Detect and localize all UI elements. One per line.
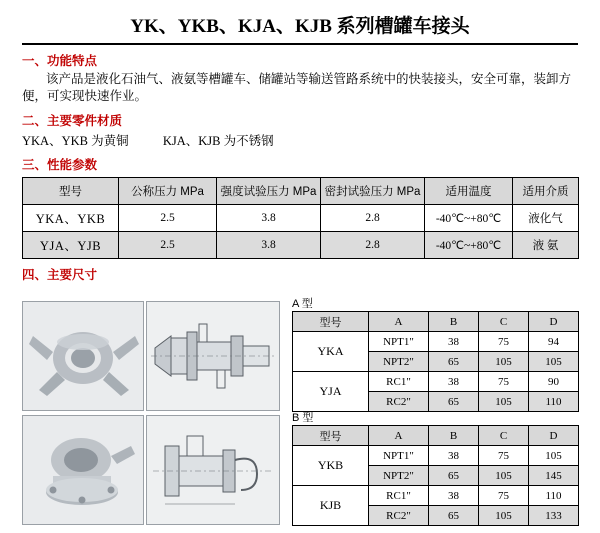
type-label-b: B 型 (292, 412, 314, 424)
perf-col-2: 强度试验压力 MPa (217, 178, 321, 205)
perf-r1-c3: 2.8 (321, 232, 425, 259)
perf-r1-c5: 液 氨 (513, 232, 579, 259)
table-row (23, 205, 579, 232)
materials-left: YKA、YKB 为黄铜 (22, 134, 129, 148)
perf-r0-c5: 液化气 (513, 205, 579, 232)
section-heading-performance: 三、性能参数 (22, 158, 98, 172)
dim-a-r3-c4: 110 (529, 392, 579, 412)
performance-table (22, 177, 579, 259)
type-label-a: A 型 (292, 298, 313, 310)
dim-a-r2-c4: 90 (529, 372, 579, 392)
dim-b-r1-c2: 65 (429, 466, 479, 486)
section-heading-features: 一、功能特点 (22, 54, 98, 68)
dim-b-col-2: B (429, 426, 479, 446)
dim-a-r3-c1: RC2" (369, 392, 429, 412)
dim-a-r3-c3: 105 (479, 392, 529, 412)
dim-a-col-0: 型号 (293, 312, 369, 332)
dim-b-r2-c0: KJB (293, 486, 369, 526)
table-row (293, 446, 579, 466)
dim-b-r2-c2: 38 (429, 486, 479, 506)
dim-a-r1-c3: 105 (479, 352, 529, 372)
dim-a-r1-c1: NPT2" (369, 352, 429, 372)
dim-a-r2-c1: RC1" (369, 372, 429, 392)
product-drawing-b (146, 415, 280, 525)
perf-col-0: 型号 (23, 178, 119, 205)
dim-b-col-0: 型号 (293, 426, 369, 446)
perf-col-1: 公称压力 MPa (119, 178, 217, 205)
perf-col-5: 适用介质 (513, 178, 579, 205)
perf-r0-c0: YKA、YKB (23, 205, 119, 232)
dim-b-r0-c0: YKB (293, 446, 369, 486)
dim-b-r0-c2: 38 (429, 446, 479, 466)
dim-a-col-4: D (529, 312, 579, 332)
dim-a-r2-c2: 38 (429, 372, 479, 392)
dim-b-r2-c4: 110 (529, 486, 579, 506)
dim-a-r1-c2: 65 (429, 352, 479, 372)
product-photo-a (22, 301, 144, 411)
dim-b-r3-c1: RC2" (369, 506, 429, 526)
dim-a-col-1: A (369, 312, 429, 332)
dim-a-r0-c4: 94 (529, 332, 579, 352)
dim-a-col-2: B (429, 312, 479, 332)
dim-b-r3-c4: 133 (529, 506, 579, 526)
dim-b-r0-c3: 75 (479, 446, 529, 466)
dim-b-col-1: A (369, 426, 429, 446)
perf-r1-c0: YJA、YJB (23, 232, 119, 259)
dim-b-r0-c1: NPT1" (369, 446, 429, 466)
perf-col-4: 适用温度 (425, 178, 513, 205)
perf-r1-c1: 2.5 (119, 232, 217, 259)
dim-b-col-3: C (479, 426, 529, 446)
dim-a-header-row (293, 312, 579, 332)
dim-b-r1-c1: NPT2" (369, 466, 429, 486)
dimension-table-b (292, 425, 579, 526)
perf-r1-c4: -40℃~+80℃ (425, 232, 513, 259)
dim-b-r0-c4: 105 (529, 446, 579, 466)
dim-a-r3-c2: 65 (429, 392, 479, 412)
dimension-table-a (292, 311, 579, 412)
dim-a-r2-c0: YJA (293, 372, 369, 412)
performance-header-row (23, 178, 579, 205)
materials-line (22, 131, 600, 149)
dim-b-header-row (293, 426, 579, 446)
table-row (293, 486, 579, 506)
dim-a-r0-c2: 38 (429, 332, 479, 352)
dimensions-area (0, 289, 600, 533)
dim-a-col-3: C (479, 312, 529, 332)
dim-a-r0-c0: YKA (293, 332, 369, 372)
dim-b-r2-c1: RC1" (369, 486, 429, 506)
page-title: YK、YKB、KJA、KJB 系列槽罐车接头 (130, 16, 470, 37)
dim-b-r3-c3: 105 (479, 506, 529, 526)
perf-r1-c2: 3.8 (217, 232, 321, 259)
dim-a-r2-c3: 75 (479, 372, 529, 392)
dim-a-r1-c4: 105 (529, 352, 579, 372)
product-drawing-a (146, 301, 280, 411)
perf-r0-c4: -40℃~+80℃ (425, 205, 513, 232)
table-row (293, 372, 579, 392)
dim-a-r0-c3: 75 (479, 332, 529, 352)
dim-b-r2-c3: 75 (479, 486, 529, 506)
perf-r0-c2: 3.8 (217, 205, 321, 232)
perf-r0-c3: 2.8 (321, 205, 425, 232)
features-text: 该产品是液化石油气、液氨等槽罐车、储罐站等输送管路系统中的快装接头，安全可靠，装卸方便，可实现快速作业。 (22, 72, 572, 103)
table-row (23, 232, 579, 259)
product-photo-b (22, 415, 144, 525)
dim-b-r3-c2: 65 (429, 506, 479, 526)
section-heading-materials: 二、主要零件材质 (22, 114, 123, 128)
dim-b-col-4: D (529, 426, 579, 446)
title-divider (22, 43, 578, 45)
perf-col-3: 密封试验压力 MPa (321, 178, 425, 205)
table-row (293, 332, 579, 352)
materials-right: KJA、KJB 为不锈钢 (162, 134, 274, 148)
perf-r0-c1: 2.5 (119, 205, 217, 232)
dim-b-r1-c3: 105 (479, 466, 529, 486)
dim-b-r1-c4: 145 (529, 466, 579, 486)
dim-a-r0-c1: NPT1" (369, 332, 429, 352)
section-heading-dimensions: 四、主要尺寸 (22, 268, 98, 282)
